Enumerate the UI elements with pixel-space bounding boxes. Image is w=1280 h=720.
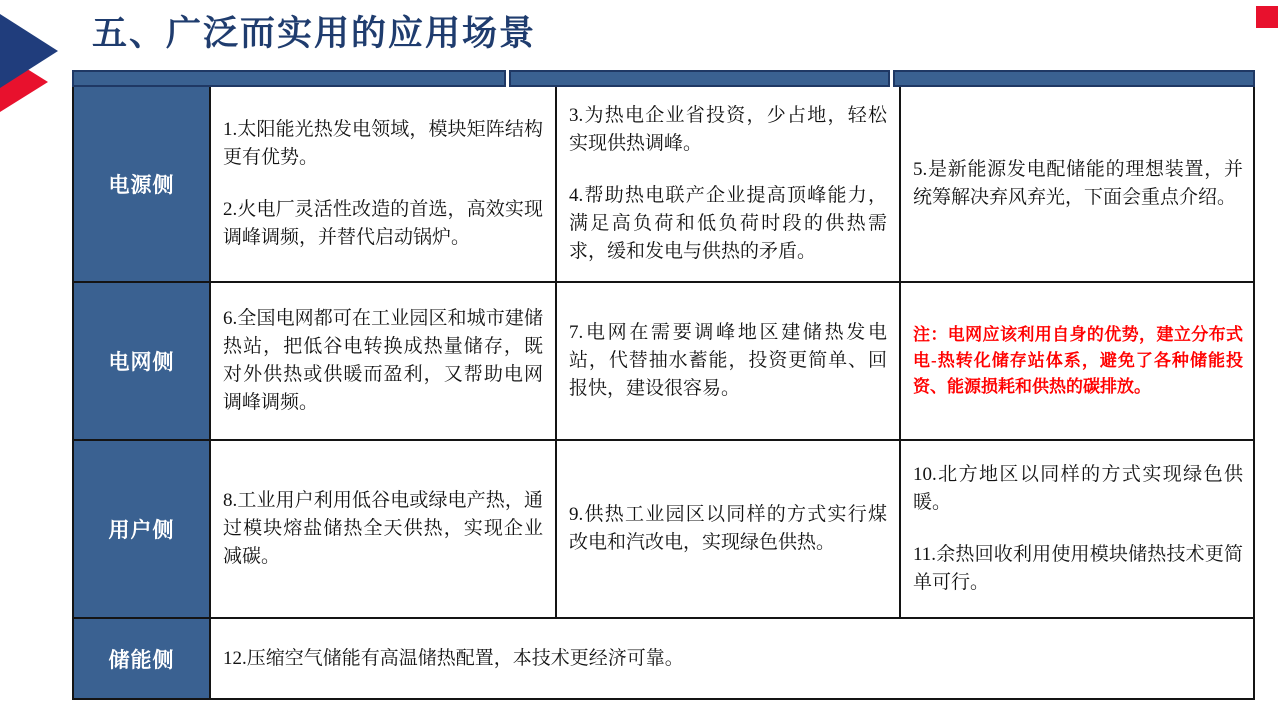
paragraph: 6.全国电网都可在工业园区和城市建储热站，把低谷电转换成热量储存，既对外供热或供暖而盈利，又帮助电网调峰调频。 <box>223 308 543 413</box>
header-cell <box>509 70 890 87</box>
cell-user-3 <box>899 441 1255 617</box>
cell-grid-note <box>899 283 1255 439</box>
header-cell <box>893 70 1255 87</box>
paragraph: 3.为热电企业省投资，少占地，轻松实现供热调峰。 <box>569 105 887 154</box>
table-row-user-side <box>74 439 1253 617</box>
paragraph: 10.北方地区以同样的方式实现绿色供暖。 <box>913 464 1243 513</box>
cell-user-2 <box>555 441 899 617</box>
cell-power-3 <box>899 87 1255 281</box>
applications-table <box>72 70 1255 700</box>
paragraph: 2.火电厂灵活性改造的首选，高效实现调峰调频，并替代启动锅炉。 <box>223 199 543 248</box>
table-header-row <box>72 70 1255 87</box>
paragraph: 7.电网在需要调峰地区建储热发电站，代替抽水蓄能，投资更简单、回报快，建设很容易。 <box>569 322 887 399</box>
note-paragraph: 注：电网应该利用自身的优势，建立分布式电-热转化储存站体系，避免了各种储能投资、能源损耗和供热的碳排放。 <box>913 325 1243 396</box>
paragraph: 9.供热工业园区以同样的方式实行煤改电和汽改电，实现绿色供热。 <box>569 504 887 553</box>
row-label-power: 电源侧 <box>74 87 209 281</box>
cell-power-1 <box>209 87 555 281</box>
cell-user-1 <box>209 441 555 617</box>
table-row-grid-side <box>74 281 1253 439</box>
paragraph: 5.是新能源发电配储能的理想装置，并统筹解决弃风弃光，下面会重点介绍。 <box>913 159 1243 208</box>
table-row-power-side <box>74 87 1253 281</box>
paragraph: 8.工业用户利用低谷电或绿电产热，通过模块熔盐储热全天供热，实现企业减碳。 <box>223 490 543 567</box>
cell-power-2 <box>555 87 899 281</box>
table-row-storage-side <box>74 617 1253 698</box>
row-label-storage: 储能侧 <box>74 619 209 698</box>
row-label-user: 用户侧 <box>74 441 209 617</box>
paragraph: 12.压缩空气储能有高温储热配置，本技术更经济可靠。 <box>223 647 684 669</box>
row-label-grid: 电网侧 <box>74 283 209 439</box>
paragraph: 4.帮助热电联产企业提高顶峰能力，满足高负荷和低负荷时段的供热需求，缓和发电与供热的矛盾。 <box>569 185 887 262</box>
paragraph: 11.余热回收利用使用模块储热技术更简单可行。 <box>913 544 1243 593</box>
corner-red-square <box>1256 6 1278 28</box>
table-body <box>72 87 1255 700</box>
header-cell <box>72 70 506 87</box>
cell-grid-1 <box>209 283 555 439</box>
paragraph: 1.太阳能光热发电领域，模块矩阵结构更有优势。 <box>223 119 543 168</box>
cell-storage-1 <box>209 619 1253 698</box>
page-title: 五、广泛而实用的应用场景 <box>92 14 537 53</box>
cell-grid-2 <box>555 283 899 439</box>
